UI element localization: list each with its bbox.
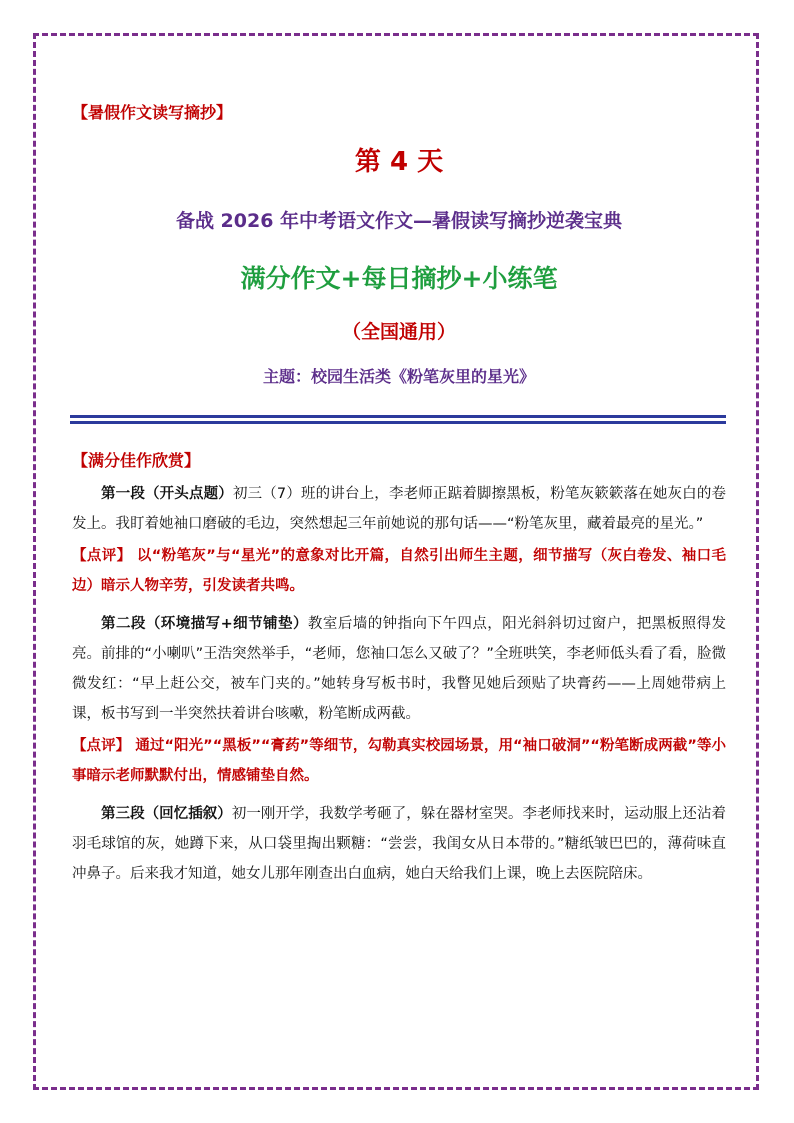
paragraph-text: 初三（7）班的讲台上，李老师正踮着脚擦黑板，粉笔灰簌簌落在她灰白的卷发上。我盯着她袖口磨破的毛边，突然想起三年前她说的那句话——“粉笔灰里，藏着最亮的星光。” — [72, 486, 726, 532]
scope-label: （全国通用） — [341, 321, 456, 343]
comment-1: 【点评】 以“粉笔灰”与“星光”的意象对比开篇，自然引出师生主题，细节描写（灰白卷发、袖口毛边）暗示人物辛劳，引发读者共鸣。 — [72, 548, 726, 594]
paragraph-2 — [72, 609, 726, 729]
sub-title: 满分作文+每日摘抄+小练笔 — [240, 264, 558, 293]
main-title: 备战 2026 年中考语文作文—暑假读写摘抄逆袭宝典 — [175, 210, 623, 232]
paragraph-3 — [72, 799, 726, 889]
paragraph-text: 教室后墙的钟指向下午四点，阳光斜斜切过窗户，把黑板照得发亮。前排的“小喇叭”王浩突然举手，“老师，您袖口怎么又破了？”全班哄笑，李老师低头看了看，脸微微发红：“早上赶公交，被车门夹的。”她转身写板书时，我瞥见她后颈贴了块膏药——上周她带病上课，板书写到一半突然扶着讲台咳嗽，粉笔断成两截。 — [72, 616, 726, 722]
paragraph-lead: 第三段（回忆插叙） — [101, 806, 232, 822]
theme-label: 主题：校园生活类《粉笔灰里的星光》 — [262, 367, 535, 386]
paragraph-lead: 第二段（环境描写+细节铺垫） — [101, 616, 308, 632]
day-title: 第 4 天 — [354, 147, 444, 177]
document-body — [72, 100, 726, 889]
paragraph-text: 初一刚开学，我数学考砸了，躲在器材室哭。李老师找来时，运动服上还沾着羽毛球馆的灰，她蹲下来，从口袋里掏出颗糖：“尝尝，我闺女从日本带的。”糖纸皱巴巴的，薄荷味直冲鼻子。后来我才知道，她女儿那年刚查出白血病，她白天给我们上课，晚上去医院陪床。 — [72, 806, 727, 882]
paragraph-lead: 第一段（开头点题） — [101, 486, 233, 502]
comment-2: 【点评】 通过“阳光”“黑板”“膏药”等细节，勾勒真实校园场景，用“袖口破洞”“粉笔断成两截”等小事暗示老师默默付出，情感铺垫自然。 — [72, 738, 726, 784]
paragraph-1 — [72, 479, 726, 539]
section-title: 【满分佳作欣赏】 — [72, 451, 201, 470]
series-tag: 【暑假作文读写摘抄】 — [72, 103, 233, 122]
double-divider — [70, 415, 726, 424]
